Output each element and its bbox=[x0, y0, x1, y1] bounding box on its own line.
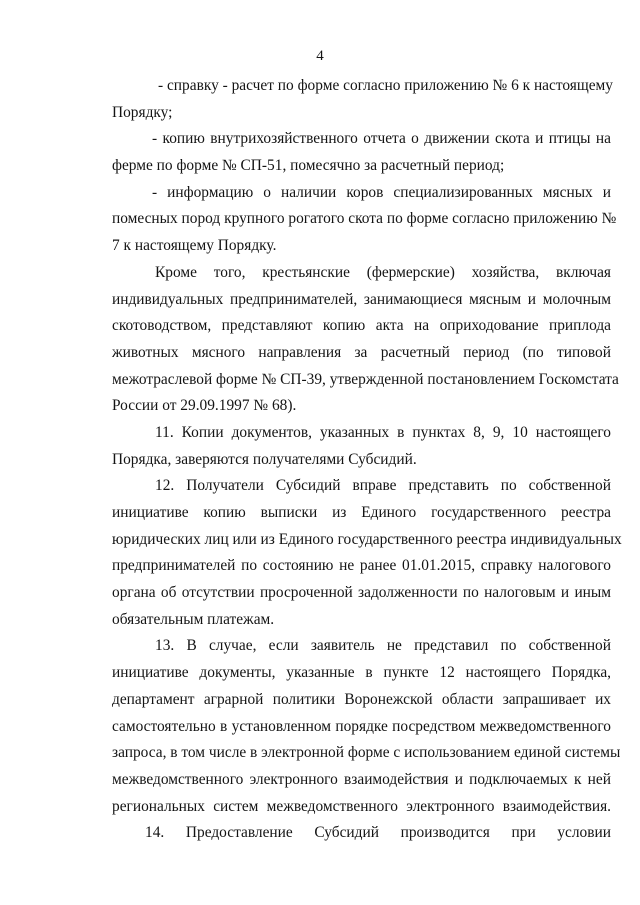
text-line: юридических лиц или из Единого государственного реестра индивидуальных bbox=[112, 530, 622, 548]
text-line: органа об отсутствии просроченной задолженности по налоговым и иным bbox=[112, 584, 611, 602]
text-line: инициативе копию выписки из Единого государственного реестра bbox=[112, 504, 611, 521]
text-line: 13. В случае, если заявитель не представил по собственной bbox=[155, 637, 611, 655]
text-line: обязательным платежам. bbox=[112, 610, 275, 628]
text-line: межведомственного электронного взаимодействия и подключаемых к ней bbox=[112, 770, 611, 788]
text-line: 11. Копии документов, указанных в пунктах 8, 9, 10 настоящего bbox=[155, 423, 611, 441]
document-body bbox=[112, 73, 622, 847]
text-line: 7 к настоящему Порядку. bbox=[112, 237, 277, 255]
text-line: Порядка, заверяются получателями Субсидий. bbox=[112, 450, 417, 468]
text-line: - справку - расчет по форме согласно приложению № 6 к настоящему bbox=[158, 77, 613, 94]
text-line: животных мясного направления за расчетный период (по типовой bbox=[112, 343, 611, 361]
text-line: департамент аграрной политики Воронежской области запрашивает их bbox=[112, 690, 611, 708]
text-line: скотоводством, представляют копию акта на оприходование приплода bbox=[112, 317, 611, 335]
text-line: индивидуальных предпринимателей, занимающиеся мясным и молочным bbox=[112, 290, 611, 308]
page-number: 4 bbox=[316, 48, 324, 64]
text-line: - информацию о наличии коров специализированных мясных и bbox=[152, 183, 611, 201]
text-line: 14. Предоставление Субсидий производится при условии bbox=[145, 824, 611, 842]
text-line: предпринимателей по состоянию не ранее 01.01.2015, справку налогового bbox=[112, 557, 611, 575]
text-line: Кроме того, крестьянские (фермерские) хозяйства, включая bbox=[155, 263, 611, 281]
text-line: Порядку; bbox=[112, 103, 173, 121]
text-line: инициативе документы, указанные в пункте 12 настоящего Порядка, bbox=[112, 664, 611, 682]
text-line: ферме по форме № СП-51, помесячно за расчетный период; bbox=[112, 157, 505, 175]
text-line: - копию внутрихозяйственного отчета о движении скота и птицы на bbox=[152, 130, 611, 148]
text-line: запроса, в том числе в электронной форме с использованием единой системы bbox=[112, 744, 621, 762]
text-line: самостоятельно в установленном порядке посредством межведомственного bbox=[112, 717, 611, 735]
text-line: России от 29.09.1997 № 68). bbox=[112, 397, 297, 415]
text-line: 12. Получатели Субсидий вправе представить по собственной bbox=[155, 477, 611, 495]
text-line: межотраслевой форме № СП-39, утвержденной постановлением Госкомстата bbox=[112, 370, 619, 388]
text-line: региональных систем межведомственного электронного взаимодействия. bbox=[112, 797, 611, 815]
text-line: помесных пород крупного рогатого скота по форме согласно приложению № bbox=[112, 210, 617, 228]
